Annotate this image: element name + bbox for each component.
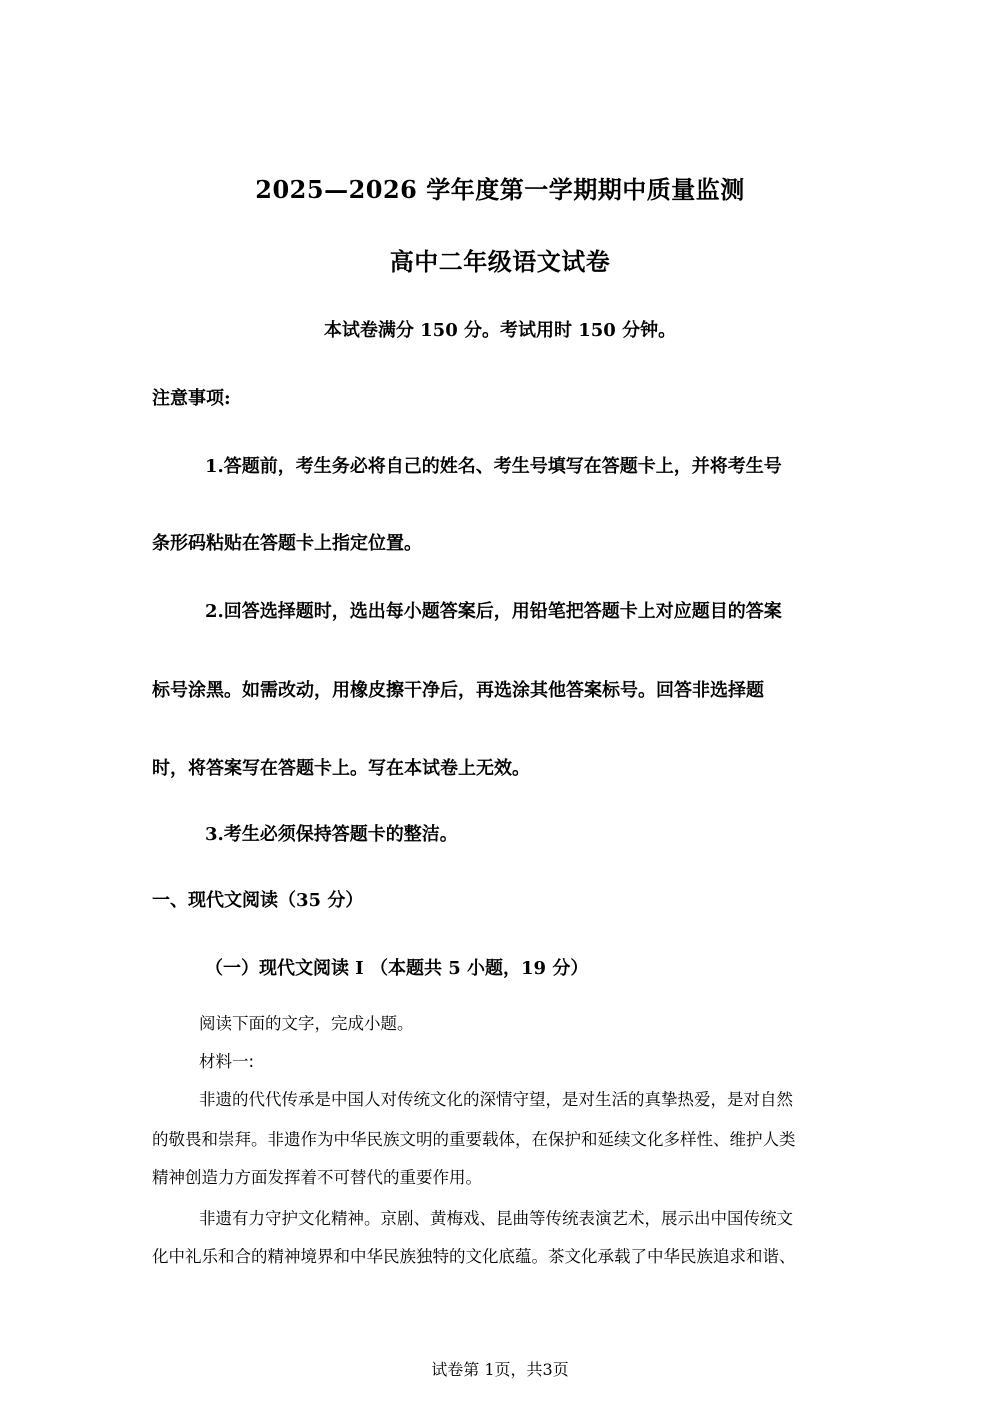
section-heading: 一、现代文阅读（35 分）	[152, 890, 364, 911]
exam-info: 本试卷满分 150 分。考试用时 150 分钟。	[323, 320, 677, 341]
material-label: 材料一:	[199, 1052, 255, 1071]
notice-item-1-line-2: 条形码粘贴在答题卡上指定位置。	[152, 533, 422, 554]
page-number: 试卷第 1页，共3页	[431, 1360, 569, 1379]
notice-item-2-line-3: 时，将答案写在答题卡上。写在本试卷上无效。	[152, 758, 530, 779]
paragraph-2-line-2: 化中礼乐和合的精神境界和中华民族独特的文化底蕴。茶文化承载了中华民族追求和谐、	[152, 1247, 796, 1266]
paragraph-2-line-1: 非遗有力守护文化精神。京剧、黄梅戏、昆曲等传统表演艺术，展示出中国传统文	[199, 1209, 793, 1228]
paragraph-1-line-1: 非遗的代代传承是中国人对传统文化的深情守望，是对生活的真挚热爱，是对自然	[199, 1090, 793, 1109]
exam-title: 2025—2026 学年度第一学期期中质量监测	[255, 175, 745, 204]
subsection-heading: （一）现代文阅读 I （本题共 5 小题，19 分）	[205, 958, 589, 979]
exam-subtitle: 高中二年级语文试卷	[389, 247, 611, 276]
notice-heading: 注意事项:	[152, 388, 231, 409]
notice-item-2-line-2: 标号涂黑。如需改动，用橡皮擦干净后，再选涂其他答案标号。回答非选择题	[152, 680, 764, 701]
notice-item-3: 3.考生必须保持答题卡的整洁。	[205, 824, 458, 845]
notice-item-2-line-1: 2.回答选择题时，选出每小题答案后，用铅笔把答题卡上对应题目的答案	[205, 601, 782, 622]
reading-instruction: 阅读下面的文字，完成小题。	[199, 1014, 414, 1033]
paragraph-1-line-3: 精神创造力方面发挥着不可替代的重要作用。	[152, 1168, 482, 1187]
paragraph-1-line-2: 的敬畏和崇拜。非遗作为中华民族文明的重要载体，在保护和延续文化多样性、维护人类	[152, 1130, 796, 1149]
notice-item-1-line-1: 1.答题前，考生务必将自己的姓名、考生号填写在答题卡上，并将考生号	[205, 456, 782, 477]
